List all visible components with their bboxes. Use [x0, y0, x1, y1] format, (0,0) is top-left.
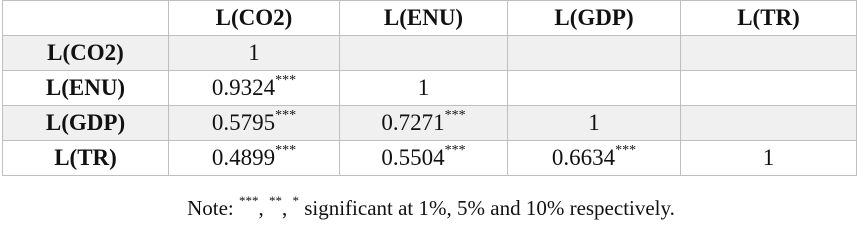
table-row	[3, 36, 857, 71]
table-cell	[169, 141, 340, 176]
column-header-gdp: L(GDP)	[508, 1, 681, 36]
significance-marker: ***	[275, 108, 297, 124]
cell-value: 0.9324	[211, 75, 276, 100]
cell-value: 0.7271	[381, 110, 445, 135]
table-cell	[681, 106, 857, 141]
cell-value: 0.6634	[551, 145, 616, 170]
table-cell	[169, 106, 340, 141]
row-header-enu: L(ENU)	[3, 71, 169, 106]
table-cell	[169, 71, 340, 106]
table-cell	[340, 71, 508, 106]
table-cell	[681, 71, 857, 106]
row-header-gdp: L(GDP)	[3, 106, 169, 141]
cell-value: 1	[762, 145, 775, 170]
table-cell	[169, 36, 340, 71]
table-cell	[508, 106, 681, 141]
table-cell	[508, 71, 681, 106]
column-header-co2: L(CO2)	[169, 1, 340, 36]
significance-marker: ***	[444, 143, 466, 159]
row-header-tr: L(TR)	[3, 141, 169, 176]
table-cell	[508, 141, 681, 176]
table-row	[3, 106, 857, 141]
table-cell	[340, 36, 508, 71]
note-separator: ,	[258, 196, 269, 220]
table-cell	[340, 141, 508, 176]
significance-marker: ***	[444, 108, 466, 124]
table-cell	[681, 141, 857, 176]
note-sig-5pct: **	[268, 193, 282, 208]
column-header-enu: L(ENU)	[340, 1, 508, 36]
cell-value: 0.5795	[211, 110, 276, 135]
cell-value: 1	[588, 110, 600, 135]
header-row	[3, 1, 857, 36]
significance-marker: ***	[615, 143, 637, 159]
correlation-table	[2, 0, 857, 176]
cell-value: 1	[417, 75, 430, 100]
table-row	[3, 71, 857, 106]
note-prefix: Note:	[187, 196, 239, 220]
column-header-tr: L(TR)	[681, 1, 857, 36]
note-sig-1pct: ***	[238, 193, 259, 208]
table-cell	[340, 106, 508, 141]
cell-value: 0.5504	[381, 145, 445, 170]
correlation-table-container	[2, 0, 857, 176]
note-sig-10pct: *	[292, 193, 299, 208]
significance-marker: ***	[275, 73, 297, 89]
table-row	[3, 141, 857, 176]
table-cell	[508, 36, 681, 71]
note-separator: ,	[281, 196, 293, 220]
table-cell	[681, 36, 857, 71]
significance-marker: ***	[275, 143, 297, 159]
row-header-co2: L(CO2)	[3, 36, 169, 71]
note-text: significant at 1%, 5% and 10% respectively.	[298, 196, 675, 220]
cell-value: 0.4899	[211, 145, 276, 170]
corner-cell	[3, 1, 169, 36]
table-note	[0, 193, 862, 221]
cell-value: 1	[248, 40, 260, 65]
